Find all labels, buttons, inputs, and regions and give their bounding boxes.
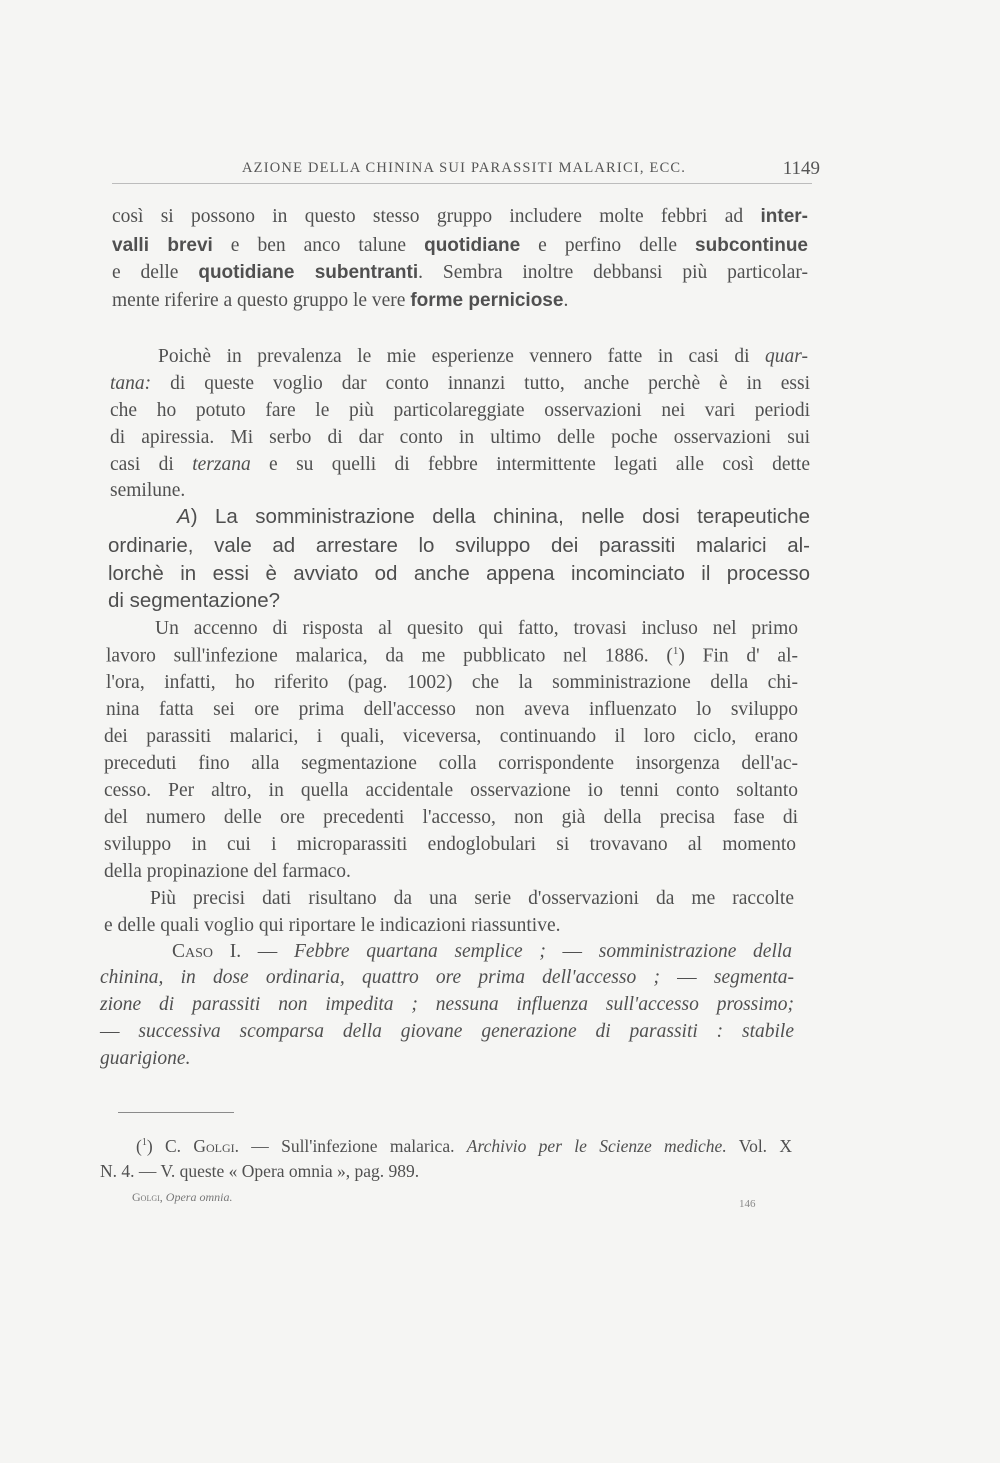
text-line: Più precisi dati risultano da una serie d'osservazioni da me raccolte (150, 888, 794, 909)
text-line: nina fatta sei ore prima dell'accesso non aveva influenzato lo sviluppo (106, 699, 798, 720)
text-line: sviluppo in cui i microparassiti endoglobulari si trovavano al momento (104, 834, 796, 855)
text-line: Un accenno di risposta al quesito qui fatto, trovasi incluso nel primo (155, 618, 798, 639)
signature-mark: Golgi, Opera omnia. (132, 1190, 233, 1204)
text-line: così si possono in questo stesso gruppo includere molte febbri ad inter- (112, 206, 808, 227)
text-line: che ho potuto fare le più particolareggiate osservazioni nei vari periodi (110, 400, 810, 421)
emphasis: subcontinue (695, 235, 808, 256)
text-line: e delle quotidiane subentranti. Sembra inoltre debbansi più particolar- (112, 262, 808, 283)
text-line: — successiva scomparsa della giovane generazione di parassiti : stabile (100, 1021, 794, 1042)
footnote-ref: 1 (672, 645, 679, 657)
footnote-line: ($^1$) C. Golgi. — Sull'infezione malarica. Archivio per le Scienze mediche. Vol. X (136, 1136, 792, 1156)
text-line: di segmentazione? (108, 589, 281, 612)
sheet-number: 146 (739, 1198, 756, 1210)
text-line: l'ora, infatti, ho riferito (pag. 1002) che la somministrazione della chi- (106, 672, 798, 693)
footnote-rule (118, 1112, 234, 1113)
text-line: chinina, in dose ordinaria, quattro ore prima dell'accesso ; — segmenta- (100, 967, 795, 988)
emphasis: forme perniciose (410, 290, 564, 311)
italic-text: quar- (765, 346, 808, 367)
text-line: Caso I. — Febbre quartana semplice ; — somministrazione della (172, 941, 793, 962)
text-line: guarigione. (100, 1048, 191, 1069)
footnote-line: N. 4. — V. queste « Opera omnia », pag. 989. (100, 1161, 420, 1181)
emphasis: inter- (760, 206, 808, 227)
running-title: AZIONE DELLA CHININA SUI PARASSITI MALARICI, ECC. (242, 160, 687, 176)
text-line: A) La somministrazione della chinina, nelle dosi terapeutiche (177, 505, 810, 528)
text-line: e delle quali voglio qui riportare le indicazioni riassuntive. (104, 915, 561, 936)
page-number: 1149 (782, 158, 820, 179)
case-label: Caso I. (172, 941, 242, 962)
text-line: Poichè in prevalenza le mie esperienze vennero fatte in casi di quar- (158, 346, 808, 367)
text-line: semilune. (110, 480, 186, 501)
text-line: lavoro sull'infezione malarica, da me pubblicato nel 1886. ($^1$) Fin d' al- (106, 645, 798, 667)
text-line: mente riferire a questo gruppo le vere forme perniciose. (112, 290, 569, 311)
text-line: lorchè in essi è avviato od anche appena incominciato il processo (108, 562, 810, 585)
page-header (112, 158, 820, 184)
text-line: zione di parassiti non impedita ; nessuna influenza sull'accesso prossimo; (100, 994, 794, 1015)
text-line: della propinazione del farmaco. (104, 861, 351, 882)
text-line: tana: di queste voglio dar conto innanzi tutto, anche perchè è in essi (110, 373, 810, 394)
header-rule (112, 183, 812, 184)
text-line: casi di terzana e su quelli di febbre intermittente legati alle così dette (110, 454, 811, 475)
text-line: cesso. Per altro, in quella accidentale osservazione io tenni conto soltanto (104, 780, 798, 801)
text-line: ordinarie, vale ad arrestare lo sviluppo dei parassiti malarici al- (108, 534, 810, 557)
italic-letter: A (177, 505, 191, 528)
text-line: dei parassiti malarici, i quali, viceversa, continuando il loro ciclo, erano (104, 726, 798, 747)
italic-text: tana: (110, 373, 152, 394)
italic-text: terzana (192, 454, 251, 475)
emphasis: quotidiane (424, 235, 521, 256)
text-line: di apiressia. Mi serbo di dar conto in ultimo delle poche osservazioni sui (110, 427, 810, 448)
emphasis: quotidiane subentranti (198, 262, 419, 283)
text-line: preceduti fino alla segmentazione colla corrispondente insorgenza dell'ac- (104, 753, 798, 774)
text-line: valli brevi e ben anco talune quotidiane e perfino delle subcontinue (112, 235, 808, 256)
text-line: del numero delle ore precedenti l'accesso, non già della precisa fase di (104, 807, 798, 828)
footnote-mark: 1 (141, 1137, 147, 1149)
emphasis: valli brevi (112, 235, 213, 256)
